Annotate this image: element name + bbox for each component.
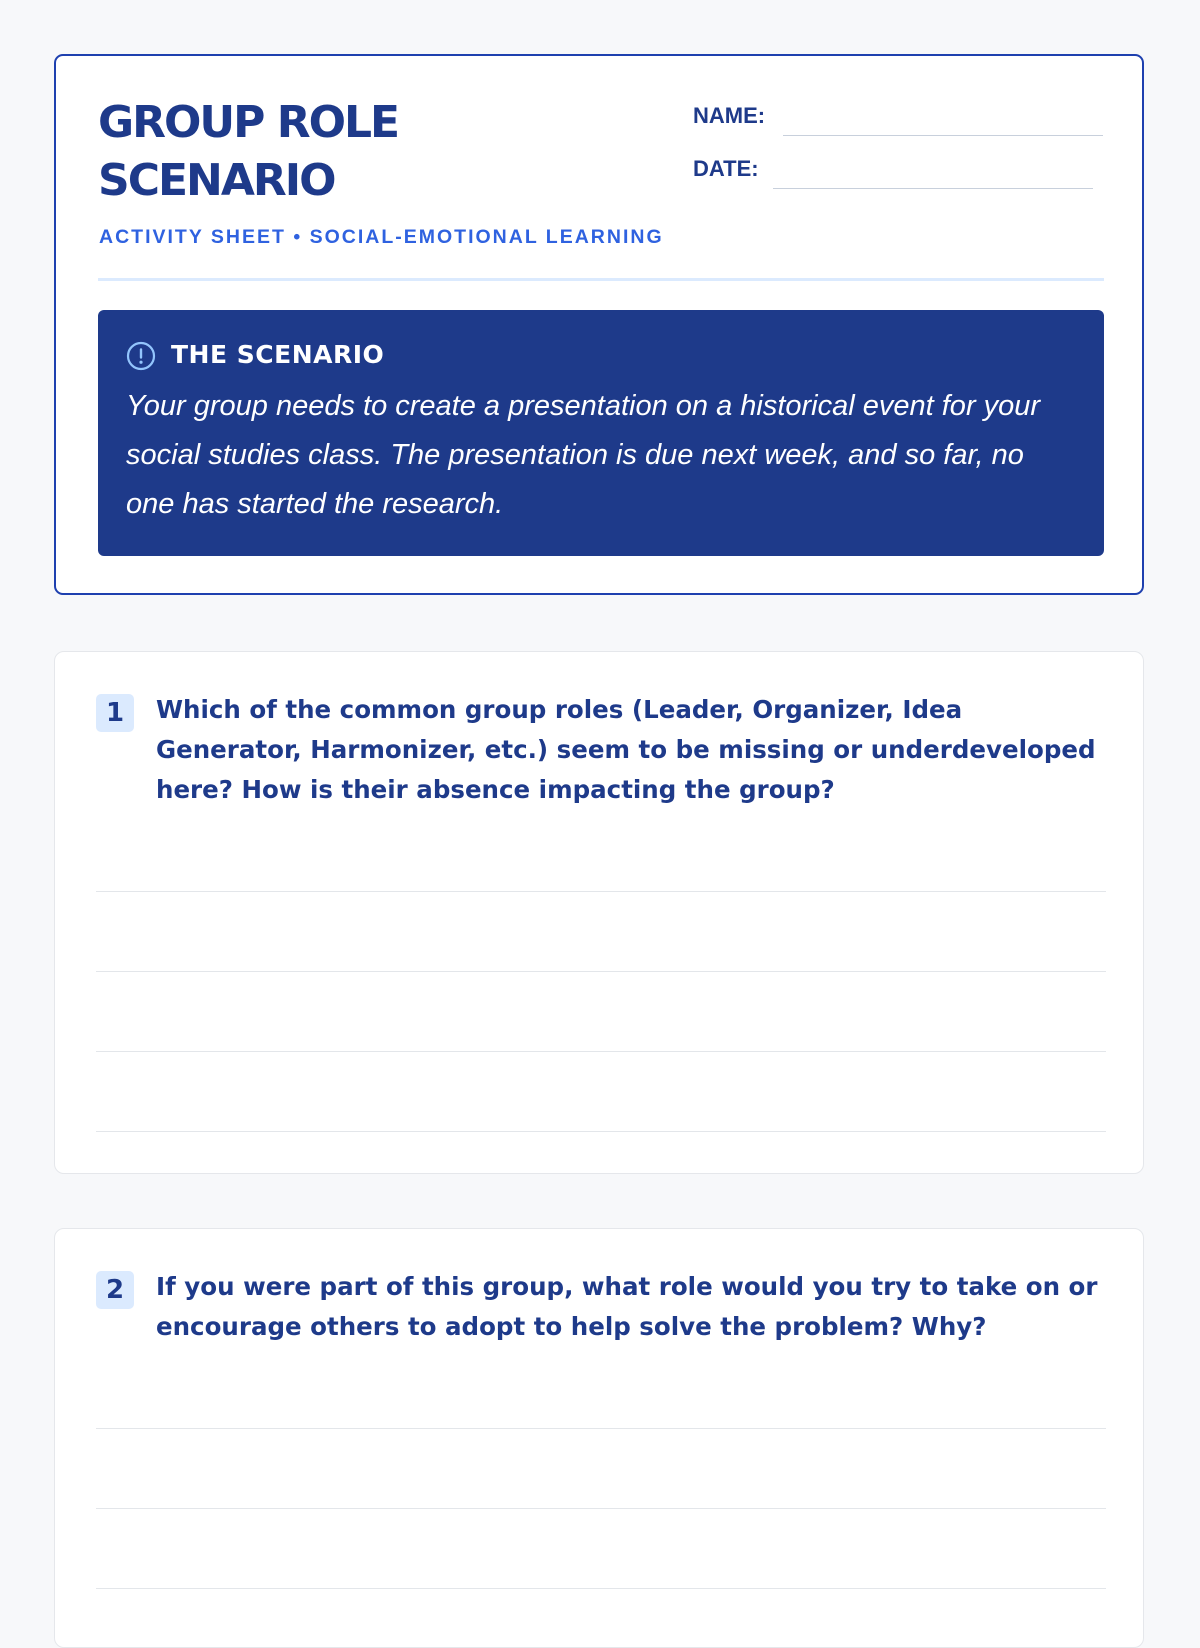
answer-line[interactable] <box>96 1428 1106 1429</box>
question-text: Which of the common group roles (Leader, Organizer, Idea Generator, Harmonizer, etc.) seem to be missing or underdeveloped here? How is their absence impacting the group? <box>156 695 1096 804</box>
question-card-2 <box>54 1228 1144 1648</box>
date-label: DATE: <box>693 156 759 181</box>
answer-line[interactable] <box>96 971 1106 972</box>
scenario-text: Your group needs to create a presentation on a historical event for your social studies class. The presentation is due next week, and so far, no one has started the research. <box>126 390 1041 520</box>
answer-line[interactable] <box>96 891 1106 892</box>
date-field-line[interactable] <box>773 188 1093 189</box>
worksheet-header-card <box>54 54 1144 595</box>
question-number-badge: 2 <box>96 1271 134 1309</box>
info-circle-icon <box>126 341 156 371</box>
name-label: NAME: <box>693 103 766 128</box>
question-number-badge: 1 <box>96 694 134 732</box>
answer-line[interactable] <box>96 1588 1106 1589</box>
answer-line[interactable] <box>96 1051 1106 1052</box>
header-divider <box>98 278 1104 281</box>
scenario-box <box>98 310 1104 556</box>
answer-line[interactable] <box>96 1508 1106 1509</box>
question-text: If you were part of this group, what role would you try to take on or encourage others to adopt to help solve the problem? Why? <box>156 1272 1098 1341</box>
answer-line[interactable] <box>96 1131 1106 1132</box>
page-subtitle: ACTIVITY SHEET • SOCIAL-EMOTIONAL LEARNING <box>99 226 664 248</box>
scenario-title: THE SCENARIO <box>171 340 385 369</box>
name-field-line[interactable] <box>783 135 1103 136</box>
page-title: GROUP ROLE SCENARIO <box>98 97 399 206</box>
question-card-1 <box>54 651 1144 1174</box>
